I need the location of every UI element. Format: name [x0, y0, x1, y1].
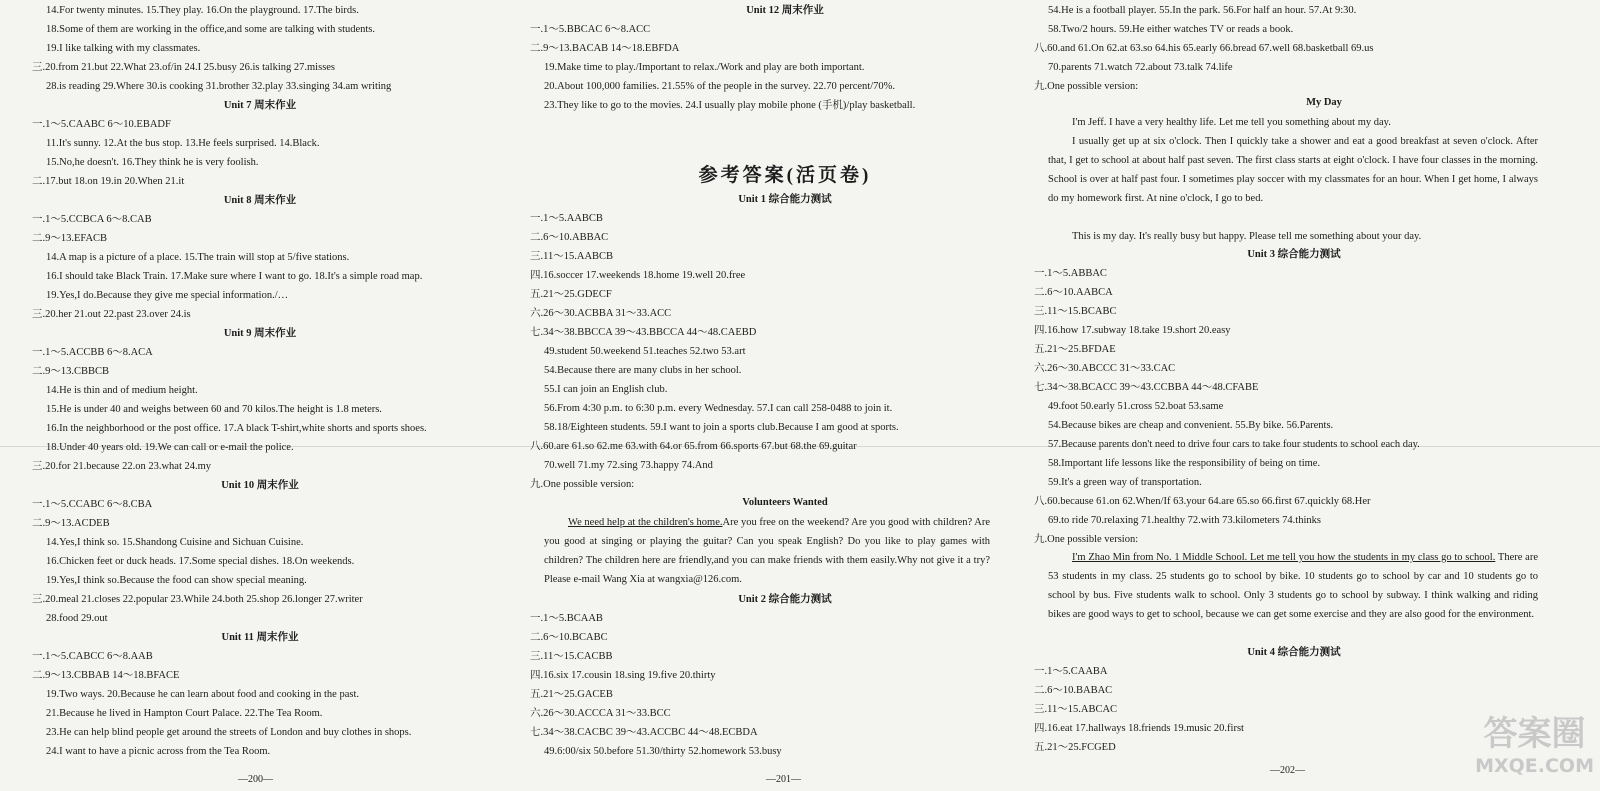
answer-line: 二.9～13.BACAB 14～18.EBFDA: [530, 43, 680, 54]
answer-line: 19.Two ways. 20.Because he can learn about food and cooking in the past.: [46, 689, 360, 700]
answer-line: 54.Because there are many clubs in her school.: [544, 365, 742, 376]
answer-line: 四.16.how 17.subway 18.take 19.short 20.easy: [1034, 325, 1231, 336]
answer-line: 四.16.six 17.cousin 18.sing 19.five 20.thirty: [530, 670, 716, 681]
section-heading: Unit 11 周末作业: [221, 632, 299, 643]
answer-line: 56.From 4:30 p.m. to 6:30 p.m. every Wednesday. 57.I can call 258-0488 to join it.: [544, 403, 893, 414]
answer-line: 八.60.are 61.so 62.me 63.with 64.or 65.from 66.sports 67.but 68.the 69.guitar: [530, 441, 857, 452]
answer-line: 16.I should take Black Train. 17.Make sure where I want to go. 18.It's a simple road map.: [46, 271, 423, 282]
column-middle: [530, 0, 1040, 791]
answer-line: 五.21～25.FCGED: [1034, 742, 1116, 753]
section-heading: Unit 3 综合能力测试: [1247, 249, 1341, 260]
answer-line: 二.9～13.EFACB: [32, 233, 108, 244]
answer-line: 七.34～38.CACBC 39～43.ACCBC 44～48.ECBDA: [530, 727, 758, 738]
answer-line: 55.I can join an English club.: [544, 384, 668, 395]
answer-line: 58.Two/2 hours. 59.He either watches TV or reads a book.: [1048, 24, 1294, 35]
answer-line: 69.to ride 70.relaxing 71.healthy 72.with 73.kilometers 74.thinks: [1048, 515, 1321, 526]
essay-paragraph: I usually get up at six o'clock. Then I quickly take a shower and eat a good breakfast at seven o'clock. After that, I get to school at about half past seven. The first class starts at eight o'clock. I have four classes in the morning. School is over at half past four. I sometimes play soccer with my classmates for an hour. When I get home, I always do my homework first. At nine o'clock, I go to bed.: [1048, 136, 1538, 204]
essay-text: Are you free on the weekend? Are you good with children? Are you good at singing or playing the guitar? Can you speak English? Do you like to play games with children? The children here are friendly,and you can make friends with them easily.Why not give it a try? Please e-mail Wang Xia at wangxia@126.com.: [544, 517, 991, 585]
answer-line: 三.11～15.CACBB: [530, 651, 613, 662]
essay-paragraph: This is my day. It's really busy but happy. Please tell me something about your day.: [1072, 231, 1422, 242]
answer-line: 三.11～15.ABCAC: [1034, 704, 1118, 715]
answer-line: 一.1～5.BBCAC 6～8.ACC: [530, 24, 651, 35]
essay-paragraph: [1048, 548, 1538, 624]
column-left: [0, 0, 520, 791]
answer-line: 三.11～15.AABCB: [530, 251, 614, 262]
answer-line: 54.Because bikes are cheap and convenient. 55.By bike. 56.Parents.: [1048, 420, 1334, 431]
answer-line: 二.6～10.AABCA: [1034, 287, 1113, 298]
answer-line: 二.6～10.BABAC: [1034, 685, 1113, 696]
essay-paragraph: I'm Jeff. I have a very healthy life. Let me tell you something about my day.: [1072, 117, 1391, 128]
answer-line: 16.Chicken feet or duck heads. 17.Some special dishes. 18.On weekends.: [46, 556, 355, 567]
page-number: —201—: [766, 774, 801, 785]
answer-line: 49.student 50.weekend 51.teaches 52.two 53.art: [544, 346, 746, 357]
answer-line: 九.One possible version:: [1034, 81, 1139, 92]
answer-line: 16.In the neighborhood or the post office. 17.A black T-shirt,white shorts and sports shoes.: [46, 423, 427, 434]
answer-line: 59.It's a green way of transportation.: [1048, 477, 1202, 488]
answer-line: 11.It's sunny. 12.At the bus stop. 13.He feels surprised. 14.Black.: [46, 138, 320, 149]
answer-line: 六.26～30.ACBBA 31～33.ACC: [530, 308, 672, 319]
answer-line: 21.Because he lived in Hampton Court Palace. 22.The Tea Room.: [46, 708, 323, 719]
answer-line: 二.17.but 18.on 19.in 20.When 21.it: [32, 176, 185, 187]
page-number: —202—: [1270, 765, 1305, 776]
answer-line: 八.60.and 61.On 62.at 63.so 64.his 65.early 66.bread 67.well 68.basketball 69.us: [1034, 43, 1374, 54]
answer-line: 四.16.eat 17.hallways 18.friends 19.music 20.first: [1034, 723, 1244, 734]
answer-line: 一.1～5.BCAAB: [530, 613, 603, 624]
section-heading: Unit 1 综合能力测试: [738, 194, 832, 205]
answer-line: 15.No,he doesn't. 16.They think he is very foolish.: [46, 157, 259, 168]
answer-line: 八.60.because 61.on 62.When/If 63.your 64.are 65.so 66.first 67.quickly 68.Her: [1034, 496, 1371, 507]
answer-line: 19.Yes,I think so.Because the food can show special meaning.: [46, 575, 307, 586]
answer-line: 19.I like talking with my classmates.: [46, 43, 201, 54]
answer-line: 14.A map is a picture of a place. 15.The train will stop at 5/five stations.: [46, 252, 350, 263]
essay-underlined-sentence: I'm Zhao Min from No. 1 Middle School. Let me tell you how the students in my class go to school.: [1072, 552, 1496, 563]
answer-line: 19.Make time to play./Important to relax./Work and play are both important.: [544, 62, 865, 73]
answer-line: 18.Some of them are working in the office,and some are talking with students.: [46, 24, 376, 35]
essay-underlined-sentence: We need help at the children's home.: [568, 517, 723, 528]
page-number: —200—: [238, 774, 273, 785]
answer-line: 70.well 71.my 72.sing 73.happy 74.And: [544, 460, 713, 471]
answer-line: 三.20.her 21.out 22.past 23.over 24.is: [32, 309, 191, 320]
section-heading: Unit 4 综合能力测试: [1247, 647, 1341, 658]
answer-line: 二.9～13.ACDEB: [32, 518, 110, 529]
section-heading: Unit 10 周末作业: [221, 480, 299, 491]
answer-line: 五.21～25.BFDAE: [1034, 344, 1116, 355]
answer-line: 一.1～5.CABCC 6～8.AAB: [32, 651, 153, 662]
answer-line: 70.parents 71.watch 72.about 73.talk 74.life: [1048, 62, 1233, 73]
answer-line: 六.26～30.ABCCC 31～33.CAC: [1034, 363, 1176, 374]
answer-line: 24.I want to have a picnic across from the Tea Room.: [46, 746, 271, 757]
column-right: [1034, 0, 1600, 791]
answer-line: 23.He can help blind people get around the streets of London and buy clothes in shops.: [46, 727, 412, 738]
answer-line: 二.9～13.CBBCB: [32, 366, 110, 377]
watermark-logo-text: 答案圈: [1483, 714, 1586, 754]
section-heading: Unit 12 周末作业: [746, 5, 824, 16]
answer-line: 九.One possible version:: [1034, 534, 1139, 545]
answer-line: 49.foot 50.early 51.cross 52.boat 53.same: [1048, 401, 1224, 412]
answer-line: 三.20.for 21.because 22.on 23.what 24.my: [32, 461, 212, 472]
answer-line: 四.16.soccer 17.weekends 18.home 19.well 20.free: [530, 270, 746, 281]
essay-title: My Day: [1306, 97, 1342, 108]
watermark-url: MXQE.COM: [1475, 755, 1594, 777]
answer-line: 三.20.from 21.but 22.What 23.of/in 24.I 25.busy 26.is talking 27.misses: [32, 62, 336, 73]
answer-line: 19.Yes,I do.Because they give me special information./…: [46, 290, 289, 301]
answer-line: 14.Yes,I think so. 15.Shandong Cuisine and Sichuan Cuisine.: [46, 537, 304, 548]
answer-line: 一.1～5.CCABC 6～8.CBA: [32, 499, 153, 510]
answer-line: 一.1～5.CCBCA 6～8.CAB: [32, 214, 152, 225]
answer-line: 二.6～10.ABBAC: [530, 232, 609, 243]
essay-title: Volunteers Wanted: [742, 497, 828, 508]
site-watermark: [1475, 706, 1594, 777]
answer-line: 一.1～5.CAABC 6～10.EBADF: [32, 119, 171, 130]
essay-text: There are 53 students in my class. 25 students go to school by bike. 10 students go to school by car and 10 students go to school by bus. Five students walk to school. Only 3 students go to school by subway. I think walking and riding bikes are good ways to get to school, because we can get some exercise and they are also good for the environment.: [1048, 552, 1538, 620]
answer-line: 七.34～38.BBCCA 39～43.BBCCA 44～48.CAEBD: [530, 327, 757, 338]
answer-line: 14.He is thin and of medium height.: [46, 385, 198, 396]
answer-line: 58.18/Eighteen students. 59.I want to join a sports club.Because I am good at sports.: [544, 422, 899, 433]
answer-line: 18.Under 40 years old. 19.We can call or e-mail the police.: [46, 442, 294, 453]
answer-line: 54.He is a football player. 55.In the park. 56.For half an hour. 57.At 9:30.: [1048, 5, 1357, 16]
answer-line: 一.1～5.ABBAC: [1034, 268, 1107, 279]
answer-line: 九.One possible version:: [530, 479, 635, 490]
section-heading: Unit 9 周末作业: [223, 328, 297, 339]
answer-line: 28.is reading 29.Where 30.is cooking 31.brother 32.play 33.singing 34.am writing: [46, 81, 392, 92]
answer-line: 一.1～5.CAABA: [1034, 666, 1108, 677]
essay-paragraph: [544, 513, 990, 589]
answer-line: 20.About 100,000 families. 21.55% of the people in the survey. 22.70 percent/70%.: [544, 81, 895, 92]
section-heading: Unit 8 周末作业: [223, 195, 297, 206]
answer-line: 一.1～5.AABCB: [530, 213, 603, 224]
answer-line: 57.Because parents don't need to drive four cars to take four students to school each day.: [1048, 439, 1420, 450]
section-heading: Unit 2 综合能力测试: [738, 594, 832, 605]
answer-line: 23.They like to go to the movies. 24.I usually play mobile phone (手机)/play basketball.: [544, 100, 916, 111]
answer-line: 28.food 29.out: [46, 613, 108, 624]
answer-line: 14.For twenty minutes. 15.They play. 16.On the playground. 17.The birds.: [46, 5, 359, 16]
answer-line: 49.6:00/six 50.before 51.30/thirty 52.homework 53.busy: [544, 746, 782, 757]
answer-line: 五.21～25.GDECF: [530, 289, 612, 300]
answer-line: 三.20.meal 21.closes 22.popular 23.While 24.both 25.shop 26.longer 27.writer: [32, 594, 363, 605]
answer-line: 15.He is under 40 and weighs between 60 and 70 kilos.The height is 1.8 meters.: [46, 404, 382, 415]
answer-line: 七.34～38.BCACC 39～43.CCBBA 44～48.CFABE: [1034, 382, 1259, 393]
answer-line: 58.Important life lessons like the responsibility of being on time.: [1048, 458, 1321, 469]
answer-key-title: 参考答案(活页卷): [698, 165, 872, 186]
answer-line: 三.11～15.BCABC: [1034, 306, 1117, 317]
answer-line: 五.21～25.GACEB: [530, 689, 613, 700]
answer-line: 二.6～10.BCABC: [530, 632, 608, 643]
answer-line: 一.1～5.ACCBB 6～8.ACA: [32, 347, 153, 358]
answer-line: 二.9～13.CBBAB 14～18.BFACE: [32, 670, 180, 681]
section-heading: Unit 7 周末作业: [223, 100, 297, 111]
answer-line: 六.26～30.ACCCA 31～33.BCC: [530, 708, 671, 719]
